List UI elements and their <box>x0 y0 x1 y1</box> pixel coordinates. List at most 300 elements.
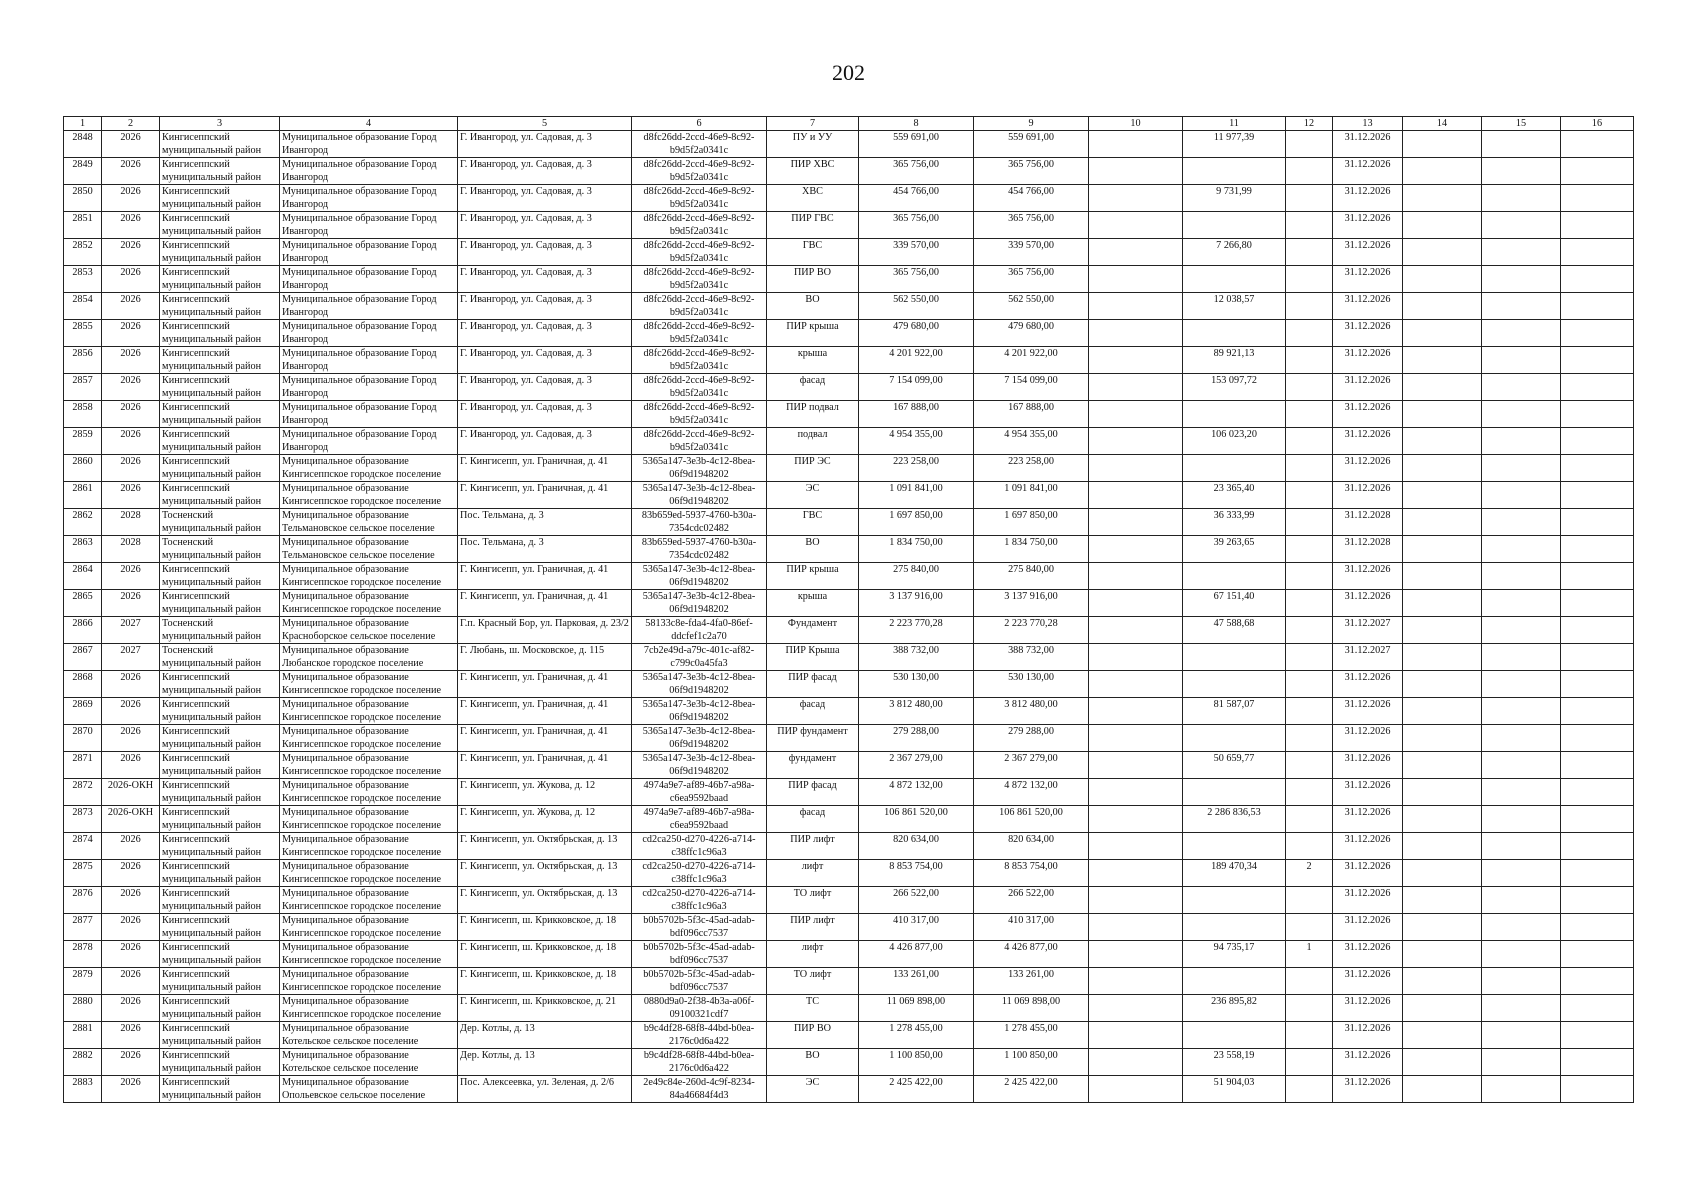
cell-district: Кингисеппский муниципальный район <box>160 968 280 995</box>
table-row <box>64 401 1634 428</box>
cell-col-16 <box>1561 482 1634 509</box>
cell-house-id: d8fc26dd-2ccd-46e9-8c92-b9d5f2a0341c <box>632 266 767 293</box>
cell-work-type: крыша <box>767 347 859 374</box>
cell-cost-total: 1 100 850,00 <box>859 1049 974 1076</box>
column-header-3: 3 <box>160 117 280 131</box>
cell-house-id: 5365a147-3e3b-4c12-8bea-06f9d1948202 <box>632 455 767 482</box>
cell-year: 2026 <box>102 158 160 185</box>
cell-col-15 <box>1482 266 1561 293</box>
column-header-13: 13 <box>1333 117 1403 131</box>
cell-cost-fund: 4 872 132,00 <box>974 779 1089 806</box>
cell-municipality: Муниципальное образование Город Ивангород <box>280 158 458 185</box>
cell-col-14 <box>1403 941 1482 968</box>
cell-address: Г. Ивангород, ул. Садовая, д. 3 <box>458 266 632 293</box>
cell-work-type: ЭС <box>767 482 859 509</box>
cell-district: Кингисеппский муниципальный район <box>160 131 280 158</box>
cell-work-type: ЭС <box>767 1076 859 1103</box>
cell-deadline: 31.12.2026 <box>1333 860 1403 887</box>
table-row <box>64 239 1634 266</box>
cell-col-15 <box>1482 914 1561 941</box>
cell-cost-fund: 479 680,00 <box>974 320 1089 347</box>
cell-house-id: 4974a9e7-af89-46b7-a98a-c6ea9592baad <box>632 806 767 833</box>
cell-col-15 <box>1482 671 1561 698</box>
cell-col-15 <box>1482 752 1561 779</box>
cell-col-14 <box>1403 239 1482 266</box>
cell-cost-total: 3 137 916,00 <box>859 590 974 617</box>
cell-year: 2026 <box>102 698 160 725</box>
cell-col-11 <box>1183 644 1286 671</box>
cell-year: 2026 <box>102 482 160 509</box>
cell-address: Г. Кингисепп, ул. Октябрьская, д. 13 <box>458 887 632 914</box>
column-header-4: 4 <box>280 117 458 131</box>
cell-cost-fund: 279 288,00 <box>974 725 1089 752</box>
cell-col-14 <box>1403 833 1482 860</box>
cell-col-12 <box>1286 401 1333 428</box>
cell-col-11 <box>1183 320 1286 347</box>
table-row <box>64 860 1634 887</box>
cell-work-type: ВО <box>767 536 859 563</box>
cell-col-10 <box>1089 725 1183 752</box>
cell-district: Кингисеппский муниципальный район <box>160 806 280 833</box>
cell-col-16 <box>1561 995 1634 1022</box>
cell-col-11 <box>1183 401 1286 428</box>
cell-col-12 <box>1286 968 1333 995</box>
cell-work-type: лифт <box>767 941 859 968</box>
cell-deadline: 31.12.2026 <box>1333 131 1403 158</box>
cell-municipality: Муниципальное образование Кингисеппское городское поселение <box>280 941 458 968</box>
cell-row-number: 2862 <box>64 509 102 536</box>
cell-work-type: ХВС <box>767 185 859 212</box>
cell-cost-total: 365 756,00 <box>859 212 974 239</box>
column-header-9: 9 <box>974 117 1089 131</box>
cell-work-type: ГВС <box>767 239 859 266</box>
cell-row-number: 2849 <box>64 158 102 185</box>
cell-cost-fund: 365 756,00 <box>974 158 1089 185</box>
cell-house-id: cd2ca250-d270-4226-a714-c38ffc1c96a3 <box>632 860 767 887</box>
cell-deadline: 31.12.2026 <box>1333 266 1403 293</box>
cell-municipality: Муниципальное образование Кингисеппское городское поселение <box>280 482 458 509</box>
cell-col-11: 11 977,39 <box>1183 131 1286 158</box>
cell-year: 2026 <box>102 266 160 293</box>
cell-municipality: Муниципальное образование Кингисеппское городское поселение <box>280 779 458 806</box>
cell-col-12 <box>1286 725 1333 752</box>
cell-cost-fund: 820 634,00 <box>974 833 1089 860</box>
cell-col-16 <box>1561 1076 1634 1103</box>
table-row <box>64 374 1634 401</box>
cell-year: 2026 <box>102 887 160 914</box>
cell-col-14 <box>1403 131 1482 158</box>
cell-col-16 <box>1561 428 1634 455</box>
cell-address: Г. Кингисепп, ш. Крикковское, д. 18 <box>458 941 632 968</box>
cell-deadline: 31.12.2026 <box>1333 833 1403 860</box>
cell-address: Г. Кингисепп, ш. Крикковское, д. 21 <box>458 995 632 1022</box>
cell-address: Г. Кингисепп, ул. Граничная, д. 41 <box>458 752 632 779</box>
cell-deadline: 31.12.2026 <box>1333 752 1403 779</box>
cell-cost-total: 559 691,00 <box>859 131 974 158</box>
table-row <box>64 347 1634 374</box>
cell-district: Кингисеппский муниципальный район <box>160 995 280 1022</box>
cell-col-10 <box>1089 887 1183 914</box>
cell-col-12 <box>1286 185 1333 212</box>
cell-deadline: 31.12.2026 <box>1333 887 1403 914</box>
cell-col-16 <box>1561 212 1634 239</box>
cell-municipality: Муниципальное образование Опольевское сельское поселение <box>280 1076 458 1103</box>
cell-row-number: 2852 <box>64 239 102 266</box>
cell-cost-fund: 11 069 898,00 <box>974 995 1089 1022</box>
cell-house-id: 5365a147-3e3b-4c12-8bea-06f9d1948202 <box>632 590 767 617</box>
cell-cost-fund: 223 258,00 <box>974 455 1089 482</box>
cell-col-11 <box>1183 455 1286 482</box>
cell-cost-fund: 339 570,00 <box>974 239 1089 266</box>
cell-col-11: 81 587,07 <box>1183 698 1286 725</box>
cell-work-type: ПИР ГВС <box>767 212 859 239</box>
cell-col-15 <box>1482 968 1561 995</box>
cell-col-11: 39 263,65 <box>1183 536 1286 563</box>
cell-municipality: Муниципальное образование Кингисеппское городское поселение <box>280 806 458 833</box>
cell-house-id: d8fc26dd-2ccd-46e9-8c92-b9d5f2a0341c <box>632 401 767 428</box>
cell-cost-fund: 1 834 750,00 <box>974 536 1089 563</box>
cell-year: 2026 <box>102 347 160 374</box>
column-header-14: 14 <box>1403 117 1482 131</box>
cell-col-10 <box>1089 1076 1183 1103</box>
cell-municipality: Муниципальное образование Кингисеппское городское поселение <box>280 968 458 995</box>
cell-address: Г. Кингисепп, ул. Жукова, д. 12 <box>458 806 632 833</box>
cell-year: 2026 <box>102 1049 160 1076</box>
cell-cost-fund: 2 425 422,00 <box>974 1076 1089 1103</box>
cell-col-15 <box>1482 185 1561 212</box>
cell-cost-fund: 275 840,00 <box>974 563 1089 590</box>
cell-house-id: b9c4df28-68f8-44bd-b0ea-2176c0d6a422 <box>632 1022 767 1049</box>
cell-col-10 <box>1089 671 1183 698</box>
cell-row-number: 2875 <box>64 860 102 887</box>
cell-col-14 <box>1403 698 1482 725</box>
cell-house-id: 5365a147-3e3b-4c12-8bea-06f9d1948202 <box>632 563 767 590</box>
cell-col-14 <box>1403 455 1482 482</box>
cell-district: Кингисеппский муниципальный район <box>160 158 280 185</box>
column-header-16: 16 <box>1561 117 1634 131</box>
cell-house-id: d8fc26dd-2ccd-46e9-8c92-b9d5f2a0341c <box>632 212 767 239</box>
cell-row-number: 2854 <box>64 293 102 320</box>
cell-col-12 <box>1286 590 1333 617</box>
cell-deadline: 31.12.2026 <box>1333 158 1403 185</box>
cell-col-14 <box>1403 644 1482 671</box>
cell-district: Кингисеппский муниципальный район <box>160 860 280 887</box>
cell-district: Кингисеппский муниципальный район <box>160 698 280 725</box>
cell-col-15 <box>1482 698 1561 725</box>
cell-municipality: Муниципальное образование Город Ивангород <box>280 266 458 293</box>
column-header-15: 15 <box>1482 117 1561 131</box>
cell-address: Г. Кингисепп, ул. Граничная, д. 41 <box>458 590 632 617</box>
cell-district: Кингисеппский муниципальный район <box>160 563 280 590</box>
cell-year: 2026-ОКН <box>102 779 160 806</box>
cell-col-10 <box>1089 266 1183 293</box>
cell-cost-fund: 1 100 850,00 <box>974 1049 1089 1076</box>
cell-col-15 <box>1482 509 1561 536</box>
cell-col-10 <box>1089 536 1183 563</box>
cell-deadline: 31.12.2026 <box>1333 968 1403 995</box>
page-number: 202 <box>832 60 865 85</box>
cell-col-12: 1 <box>1286 941 1333 968</box>
cell-municipality: Муниципальное образование Кингисеппское городское поселение <box>280 887 458 914</box>
column-header-8: 8 <box>859 117 974 131</box>
cell-row-number: 2866 <box>64 617 102 644</box>
cell-col-16 <box>1561 752 1634 779</box>
cell-col-10 <box>1089 941 1183 968</box>
cell-year: 2026 <box>102 995 160 1022</box>
cell-year: 2026 <box>102 239 160 266</box>
cell-deadline: 31.12.2026 <box>1333 995 1403 1022</box>
cell-col-11 <box>1183 563 1286 590</box>
cell-col-16 <box>1561 401 1634 428</box>
cell-col-16 <box>1561 239 1634 266</box>
cell-deadline: 31.12.2026 <box>1333 725 1403 752</box>
cell-address: Пос. Тельмана, д. 3 <box>458 509 632 536</box>
cell-cost-fund: 1 091 841,00 <box>974 482 1089 509</box>
cell-cost-total: 4 201 922,00 <box>859 347 974 374</box>
cell-row-number: 2877 <box>64 914 102 941</box>
cell-work-type: ПИР лифт <box>767 833 859 860</box>
cell-col-12 <box>1286 806 1333 833</box>
cell-deadline: 31.12.2026 <box>1333 293 1403 320</box>
cell-cost-total: 4 872 132,00 <box>859 779 974 806</box>
cell-work-type: ТО лифт <box>767 968 859 995</box>
cell-col-11: 47 588,68 <box>1183 617 1286 644</box>
cell-col-15 <box>1482 320 1561 347</box>
cell-col-15 <box>1482 482 1561 509</box>
cell-deadline: 31.12.2026 <box>1333 671 1403 698</box>
cell-deadline: 31.12.2026 <box>1333 590 1403 617</box>
cell-row-number: 2878 <box>64 941 102 968</box>
cell-cost-total: 2 367 279,00 <box>859 752 974 779</box>
cell-municipality: Муниципальное образование Город Ивангород <box>280 293 458 320</box>
cell-col-15 <box>1482 455 1561 482</box>
cell-col-12 <box>1286 212 1333 239</box>
cell-cost-total: 388 732,00 <box>859 644 974 671</box>
cell-col-14 <box>1403 212 1482 239</box>
cell-cost-total: 454 766,00 <box>859 185 974 212</box>
cell-col-10 <box>1089 455 1183 482</box>
cell-house-id: d8fc26dd-2ccd-46e9-8c92-b9d5f2a0341c <box>632 185 767 212</box>
cell-col-15 <box>1482 590 1561 617</box>
cell-col-15 <box>1482 563 1561 590</box>
cell-col-16 <box>1561 374 1634 401</box>
column-header-2: 2 <box>102 117 160 131</box>
cell-municipality: Муниципальное образование Кингисеппское городское поселение <box>280 590 458 617</box>
table-row <box>64 887 1634 914</box>
cell-district: Тосненский муниципальный район <box>160 617 280 644</box>
cell-year: 2026 <box>102 563 160 590</box>
cell-col-15 <box>1482 644 1561 671</box>
cell-col-14 <box>1403 482 1482 509</box>
cell-col-10 <box>1089 482 1183 509</box>
cell-address: Пос. Тельмана, д. 3 <box>458 536 632 563</box>
cell-col-11: 106 023,20 <box>1183 428 1286 455</box>
cell-col-14 <box>1403 293 1482 320</box>
cell-deadline: 31.12.2027 <box>1333 644 1403 671</box>
cell-col-12 <box>1286 644 1333 671</box>
cell-address: Г. Кингисепп, ул. Граничная, д. 41 <box>458 671 632 698</box>
cell-col-15 <box>1482 428 1561 455</box>
cell-col-16 <box>1561 671 1634 698</box>
cell-col-14 <box>1403 536 1482 563</box>
cell-year: 2026 <box>102 428 160 455</box>
cell-district: Кингисеппский муниципальный район <box>160 212 280 239</box>
cell-col-16 <box>1561 968 1634 995</box>
cell-col-16 <box>1561 941 1634 968</box>
table-row <box>64 968 1634 995</box>
cell-cost-fund: 3 137 916,00 <box>974 590 1089 617</box>
cell-cost-fund: 4 201 922,00 <box>974 347 1089 374</box>
cell-municipality: Муниципальное образование Кингисеппское городское поселение <box>280 671 458 698</box>
cell-cost-fund: 562 550,00 <box>974 293 1089 320</box>
cell-municipality: Муниципальное образование Город Ивангород <box>280 428 458 455</box>
cell-deadline: 31.12.2028 <box>1333 509 1403 536</box>
cell-cost-total: 133 261,00 <box>859 968 974 995</box>
cell-work-type: ВО <box>767 1049 859 1076</box>
cell-col-16 <box>1561 1022 1634 1049</box>
cell-deadline: 31.12.2026 <box>1333 1022 1403 1049</box>
table-row <box>64 536 1634 563</box>
cell-col-15 <box>1482 158 1561 185</box>
cell-col-10 <box>1089 833 1183 860</box>
cell-cost-total: 266 522,00 <box>859 887 974 914</box>
cell-col-10 <box>1089 779 1183 806</box>
cell-col-15 <box>1482 995 1561 1022</box>
cell-col-10 <box>1089 806 1183 833</box>
cell-cost-total: 4 426 877,00 <box>859 941 974 968</box>
cell-year: 2026 <box>102 1076 160 1103</box>
cell-col-12: 2 <box>1286 860 1333 887</box>
cell-col-14 <box>1403 320 1482 347</box>
cell-municipality: Муниципальное образование Тельмановское сельское поселение <box>280 509 458 536</box>
cell-col-12 <box>1286 266 1333 293</box>
cell-col-16 <box>1561 806 1634 833</box>
cell-deadline: 31.12.2026 <box>1333 482 1403 509</box>
cell-col-10 <box>1089 131 1183 158</box>
cell-cost-fund: 454 766,00 <box>974 185 1089 212</box>
cell-col-10 <box>1089 320 1183 347</box>
cell-col-10 <box>1089 914 1183 941</box>
cell-address: Г. Кингисепп, ул. Граничная, д. 41 <box>458 725 632 752</box>
cell-cost-total: 3 812 480,00 <box>859 698 974 725</box>
cell-cost-total: 820 634,00 <box>859 833 974 860</box>
cell-municipality: Муниципальное образование Котельское сельское поселение <box>280 1022 458 1049</box>
cell-house-id: cd2ca250-d270-4226-a714-c38ffc1c96a3 <box>632 887 767 914</box>
cell-col-11: 36 333,99 <box>1183 509 1286 536</box>
cell-deadline: 31.12.2026 <box>1333 941 1403 968</box>
cell-work-type: лифт <box>767 860 859 887</box>
cell-work-type: фасад <box>767 806 859 833</box>
cell-year: 2026 <box>102 860 160 887</box>
cell-district: Кингисеппский муниципальный район <box>160 185 280 212</box>
cell-row-number: 2867 <box>64 644 102 671</box>
table-row <box>64 455 1634 482</box>
cell-address: Г. Любань, ш. Московское, д. 115 <box>458 644 632 671</box>
cell-address: Г. Ивангород, ул. Садовая, д. 3 <box>458 131 632 158</box>
cell-col-14 <box>1403 347 1482 374</box>
cell-col-15 <box>1482 725 1561 752</box>
cell-row-number: 2873 <box>64 806 102 833</box>
cell-work-type: фасад <box>767 374 859 401</box>
cell-year: 2026-ОКН <box>102 806 160 833</box>
cell-col-15 <box>1482 212 1561 239</box>
cell-col-15 <box>1482 239 1561 266</box>
cell-col-10 <box>1089 185 1183 212</box>
cell-year: 2026 <box>102 914 160 941</box>
cell-district: Кингисеппский муниципальный район <box>160 752 280 779</box>
cell-col-12 <box>1286 131 1333 158</box>
cell-work-type: ПИР ХВС <box>767 158 859 185</box>
cell-district: Кингисеппский муниципальный район <box>160 1022 280 1049</box>
cell-col-10 <box>1089 563 1183 590</box>
cell-municipality: Муниципальное образование Город Ивангород <box>280 320 458 347</box>
cell-municipality: Муниципальное образование Город Ивангород <box>280 401 458 428</box>
cell-work-type: ГВС <box>767 509 859 536</box>
cell-col-15 <box>1482 347 1561 374</box>
cell-col-11 <box>1183 1022 1286 1049</box>
cell-cost-fund: 1 697 850,00 <box>974 509 1089 536</box>
cell-work-type: фундамент <box>767 752 859 779</box>
cell-cost-fund: 1 278 455,00 <box>974 1022 1089 1049</box>
cell-cost-fund: 410 317,00 <box>974 914 1089 941</box>
table-row <box>64 725 1634 752</box>
cell-work-type: ПИР лифт <box>767 914 859 941</box>
table-row <box>64 131 1634 158</box>
cell-house-id: 7cb2e49d-a79c-401c-af82-c799c0a45fa3 <box>632 644 767 671</box>
cell-cost-total: 365 756,00 <box>859 266 974 293</box>
cell-col-12 <box>1286 914 1333 941</box>
cell-municipality: Муниципальное образование Кингисеппское городское поселение <box>280 752 458 779</box>
cell-work-type: ПИР ВО <box>767 1022 859 1049</box>
cell-cost-total: 1 278 455,00 <box>859 1022 974 1049</box>
cell-address: Г. Кингисепп, ул. Граничная, д. 41 <box>458 482 632 509</box>
column-header-6: 6 <box>632 117 767 131</box>
cell-col-14 <box>1403 509 1482 536</box>
cell-col-14 <box>1403 1049 1482 1076</box>
cell-col-10 <box>1089 347 1183 374</box>
cell-col-11: 2 286 836,53 <box>1183 806 1286 833</box>
cell-row-number: 2881 <box>64 1022 102 1049</box>
cell-col-16 <box>1561 887 1634 914</box>
cell-municipality: Муниципальное образование Город Ивангород <box>280 131 458 158</box>
cell-col-12 <box>1286 563 1333 590</box>
cell-house-id: d8fc26dd-2ccd-46e9-8c92-b9d5f2a0341c <box>632 239 767 266</box>
cell-col-11: 189 470,34 <box>1183 860 1286 887</box>
cell-deadline: 31.12.2026 <box>1333 914 1403 941</box>
cell-row-number: 2876 <box>64 887 102 914</box>
cell-col-14 <box>1403 671 1482 698</box>
cell-row-number: 2864 <box>64 563 102 590</box>
cell-cost-total: 275 840,00 <box>859 563 974 590</box>
cell-municipality: Муниципальное образование Город Ивангород <box>280 185 458 212</box>
cell-col-10 <box>1089 617 1183 644</box>
cell-col-12 <box>1286 158 1333 185</box>
cell-col-12 <box>1286 455 1333 482</box>
cell-row-number: 2851 <box>64 212 102 239</box>
cell-deadline: 31.12.2026 <box>1333 320 1403 347</box>
cell-cost-total: 1 834 750,00 <box>859 536 974 563</box>
cell-address: Г. Кингисепп, ул. Октябрьская, д. 13 <box>458 860 632 887</box>
cell-deadline: 31.12.2026 <box>1333 428 1403 455</box>
table-row <box>64 995 1634 1022</box>
cell-year: 2026 <box>102 320 160 347</box>
table-row <box>64 752 1634 779</box>
cell-col-15 <box>1482 1049 1561 1076</box>
cell-municipality: Муниципальное образование Кингисеппское городское поселение <box>280 725 458 752</box>
cell-district: Кингисеппский муниципальный район <box>160 347 280 374</box>
cell-year: 2026 <box>102 590 160 617</box>
cell-cost-fund: 8 853 754,00 <box>974 860 1089 887</box>
